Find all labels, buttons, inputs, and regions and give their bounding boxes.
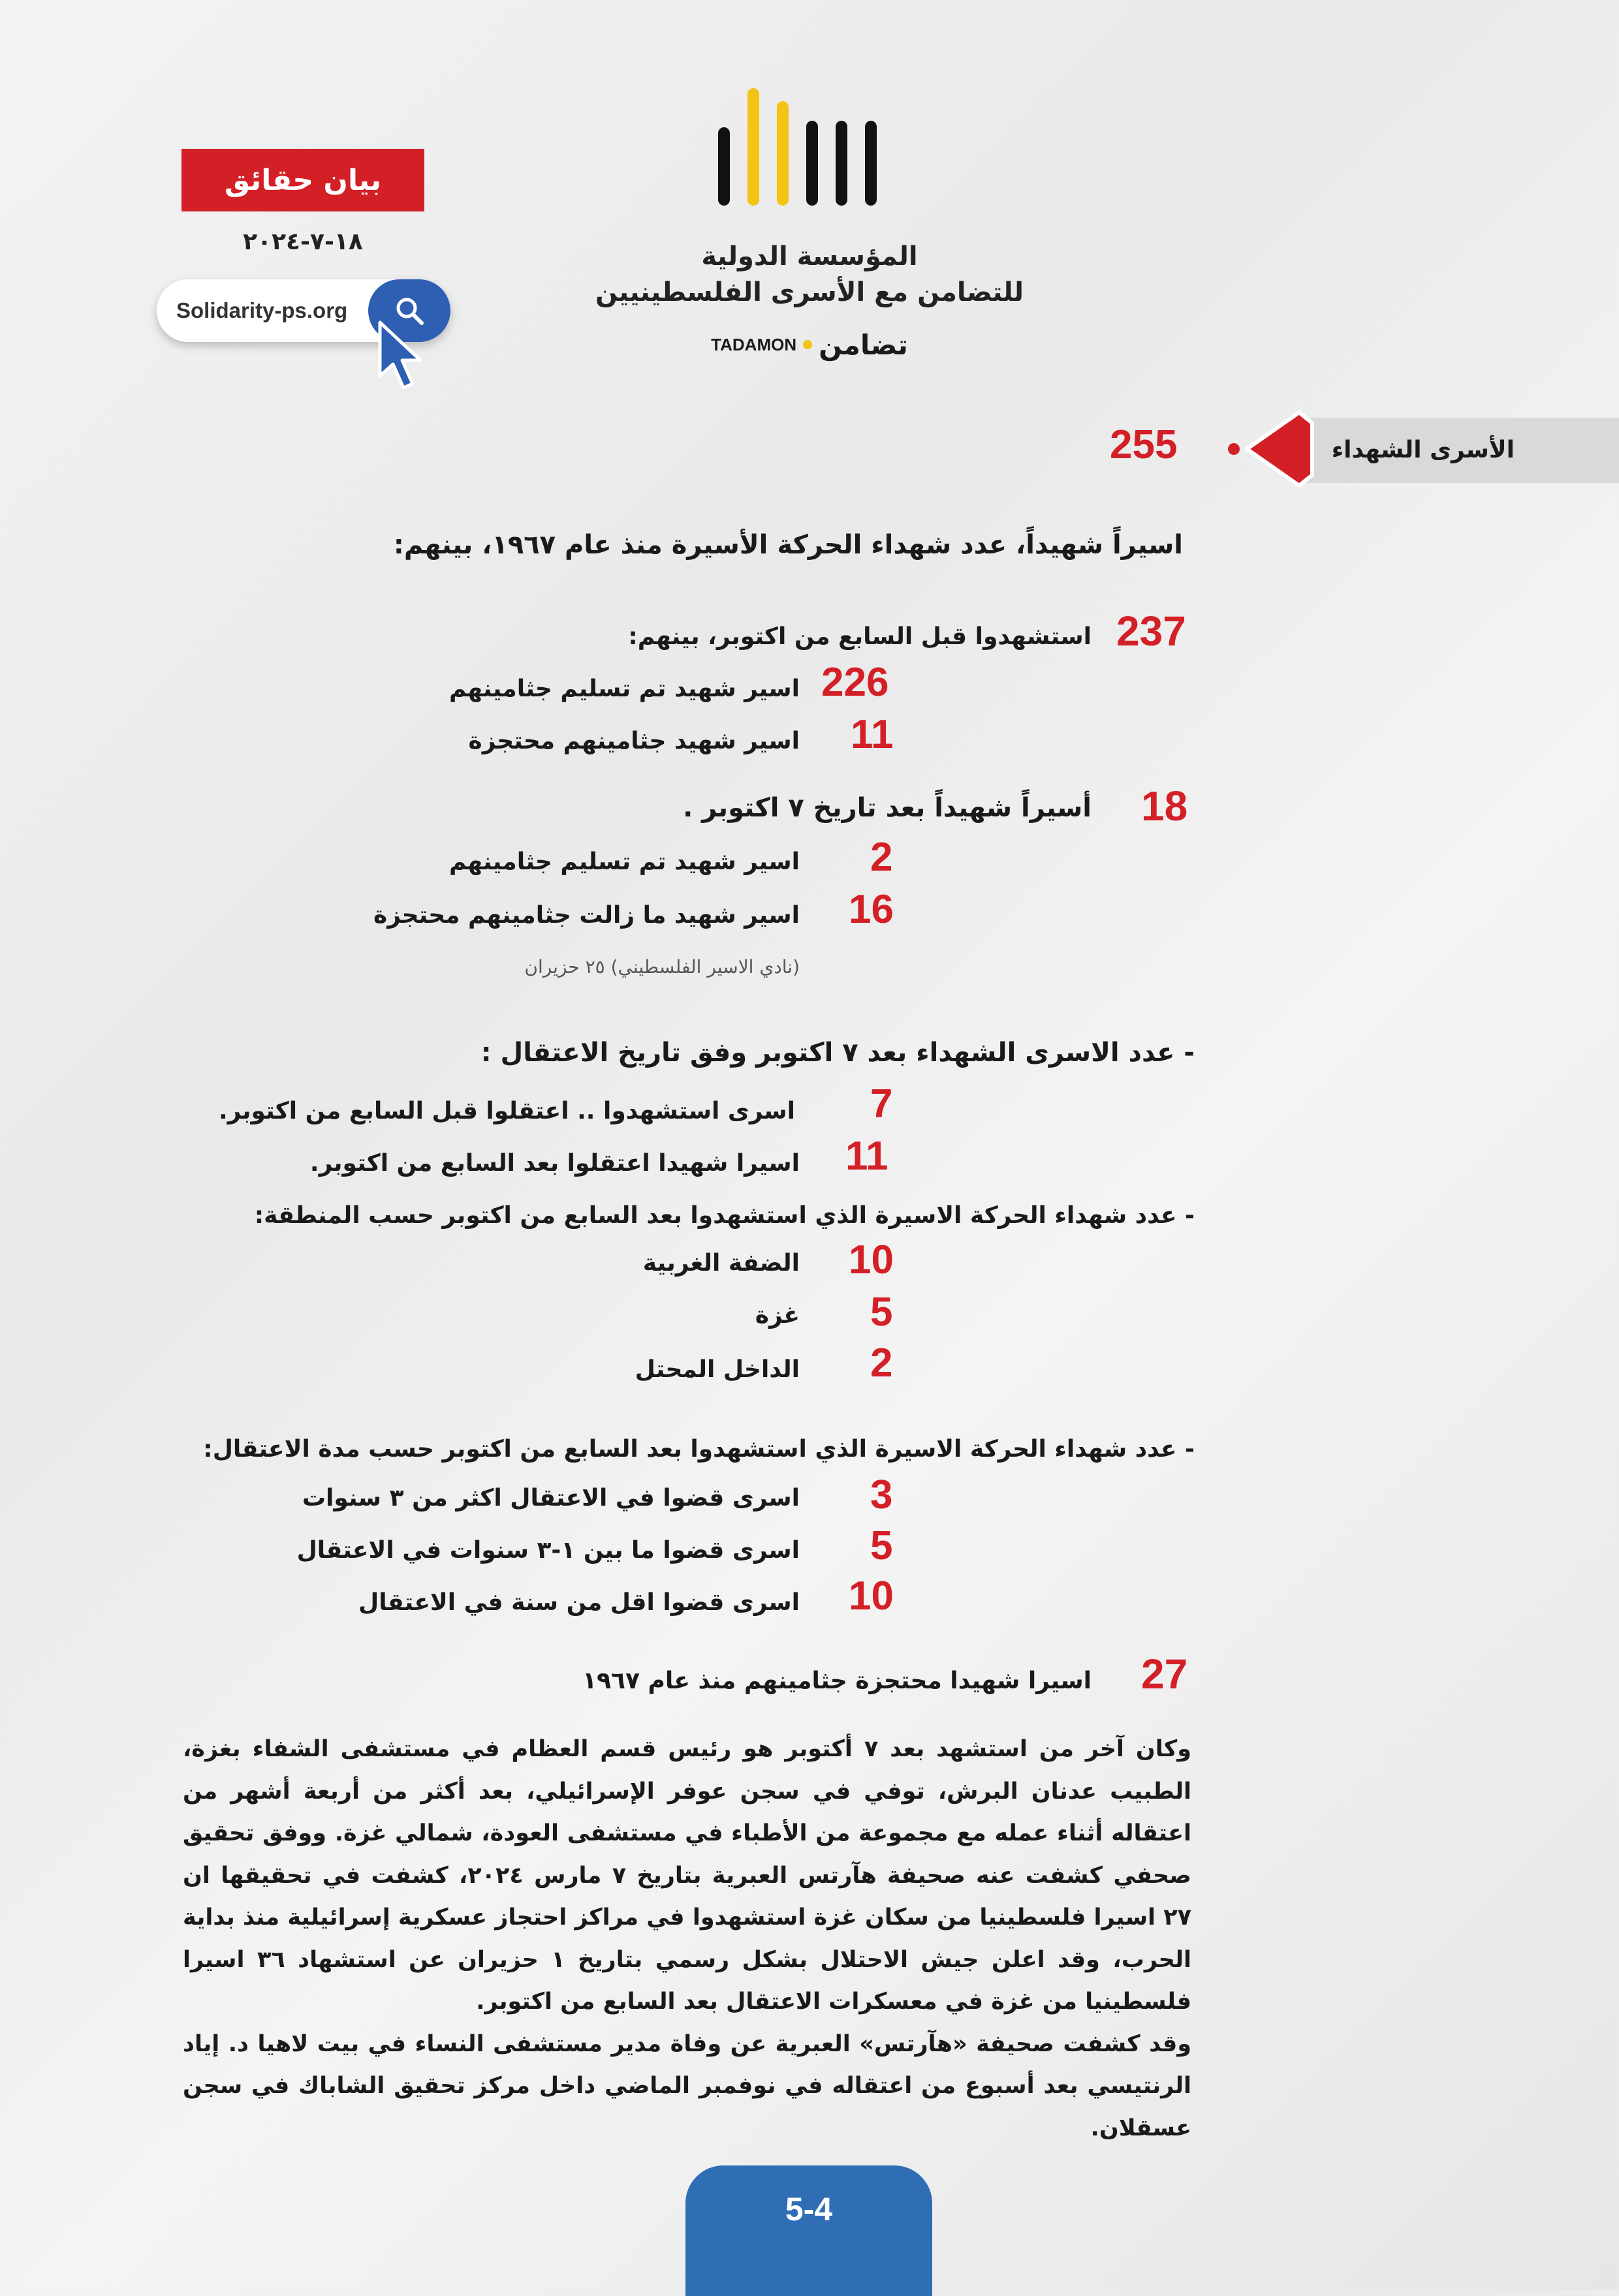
list-item-number: 5: [870, 1523, 893, 1568]
list-item-label: اسير شهيد تم تسليم جثامينهم: [449, 675, 800, 702]
brand-arabic: تضامن: [819, 328, 908, 361]
list-item-label: اسرى استشهدوا .. اعتقلوا قبل السابع من اكتوبر.: [218, 1098, 795, 1125]
arrest-heading: - عدد الاسرى الشهداء بعد ٧ اكتوبر وفق تاريخ الاعتقال :: [480, 1038, 1195, 1068]
list-item-number: 3: [870, 1472, 893, 1517]
list-item-label: اسير شهيد جثامينهم محتجزة: [468, 728, 800, 754]
paragraph: وكان آخر من استشهد بعد ٧ أكتوبر هو رئيس قسم العظام في مستشفى الشفاء بغزة، الطبيب عدنان البرش، توفي في سجن عوفر الإسرائيلي، بعد أكثر من أربعة أشهر من اعتقاله أثناء عمله مع مجموعة من الأطباء في مستشفى العودة، شمالي غزة. ووفق تحقيق صحفي كشفت عنه صحيفة هآرتس العبرية بتاريخ ٧ مارس ٢٠٢٤، كشفت في تحقيقها ان ٢٧ اسيرا فلسطينيا من سكان غزة استشهدوا في مراكز احتجاز عسكرية إسرائيلية منذ بداية الحرب، وقد اعلن جيش الاحتلال بشكل رسمي بتاريخ ١ حزيران عن استشهاد ٣٦ اسيرا فلسطينيا من غزة في معسكرات الاعتقال بعد السابع من اكتوبر.: [183, 1736, 1191, 2015]
list-item-number: 11: [851, 712, 894, 757]
region-heading: - عدد شهداء الحركة الاسيرة الذي استشهدوا بعد السابع من اكتوبر حسب المنطقة:: [254, 1202, 1195, 1229]
list-item-number: 5: [870, 1290, 893, 1335]
list-item-number: 2: [870, 835, 893, 880]
withheld-bodies-count: 27: [1141, 1651, 1188, 1698]
section-tab-label: الأسرى الشهداء: [1331, 437, 1515, 463]
body-text: [183, 1728, 1191, 2149]
before-oct7-count: 237: [1116, 608, 1186, 655]
list-item-label: اسير شهيد ما زالت جثامينهم محتجزة: [373, 902, 800, 929]
source-note: (نادي الاسير الفلسطيني) ٢٥ حزيران: [524, 956, 800, 978]
before-oct7-label: استشهدوا قبل السابع من اكتوبر، بينهم:: [628, 623, 1092, 650]
tadamon-logo-icon: [712, 82, 907, 212]
list-item-label: اسيرا شهيدا اعتقلوا بعد السابع من اكتوبر.: [309, 1150, 800, 1177]
brand-latin: TADAMON: [711, 334, 797, 354]
website-url[interactable]: Solidarity-ps.org: [176, 298, 348, 322]
publish-date: ١٨-٧-٢٠٢٤: [243, 228, 363, 255]
list-item-number: 10: [849, 1237, 894, 1282]
list-item-number: 2: [870, 1341, 893, 1386]
list-item-label: اسير شهيد تم تسليم جثامينهم: [449, 848, 800, 875]
paragraph: وقد كشفت صحيفة «هآرتس» العبرية عن وفاة مدير مستشفى النساء في بيت لاهيا د. إياد الرنتيسي بعد أسبوع من اعتقاله في نوفمبر الماضي داخل مركز تحقيق الشاباك في سجن عسقلان.: [183, 2030, 1191, 2141]
list-item-label: الضفة الغربية: [642, 1250, 800, 1277]
fact-sheet-badge: بيان حقائق: [181, 149, 424, 211]
list-item-number: 10: [849, 1574, 894, 1619]
org-name-line2: للتضامن مع الأسرى الفلسطينيين: [595, 277, 1024, 307]
list-item-label: اسرى قضوا ما بين ١-٣ سنوات في الاعتقال: [296, 1537, 800, 1564]
after-oct7-count: 18: [1141, 783, 1188, 830]
total-martyrs-count: 255: [1110, 422, 1178, 467]
list-item-number: 16: [849, 887, 894, 932]
list-item-label: الداخل المحتل: [635, 1356, 800, 1383]
brand-wordmark: [705, 326, 914, 363]
withheld-bodies-label: اسيرا شهيدا محتجزة جثامينهم منذ عام ١٩٦٧: [582, 1668, 1092, 1694]
list-item-label: غزة: [755, 1302, 800, 1329]
section-tab: [1299, 418, 1619, 483]
list-item-number: 11: [845, 1134, 888, 1179]
org-name-line1: المؤسسة الدولية: [701, 241, 918, 271]
page-number: 5-4: [685, 2165, 932, 2296]
red-pointer-icon: [1221, 397, 1325, 501]
duration-heading: - عدد شهداء الحركة الاسيرة الذي استشهدوا بعد السابع من اكتوبر حسب مدة الاعتقال:: [203, 1436, 1195, 1463]
intro-line: اسيراً شهيداً، عدد شهداء الحركة الأسيرة منذ عام ١٩٦٧، بينهم:: [393, 530, 1183, 560]
list-item-number: 226: [821, 660, 889, 705]
list-item-label: اسرى قضوا في الاعتقال اكثر من ٣ سنوات: [302, 1485, 800, 1512]
brand-dot-icon: [803, 340, 812, 349]
mouse-cursor-icon: [377, 320, 430, 392]
list-item-number: 7: [870, 1081, 893, 1126]
list-item-label: اسرى قضوا اقل من سنة في الاعتقال: [358, 1589, 800, 1616]
after-oct7-label: أسيراً شهيداً بعد تاريخ ٧ اكتوبر .: [683, 793, 1092, 823]
